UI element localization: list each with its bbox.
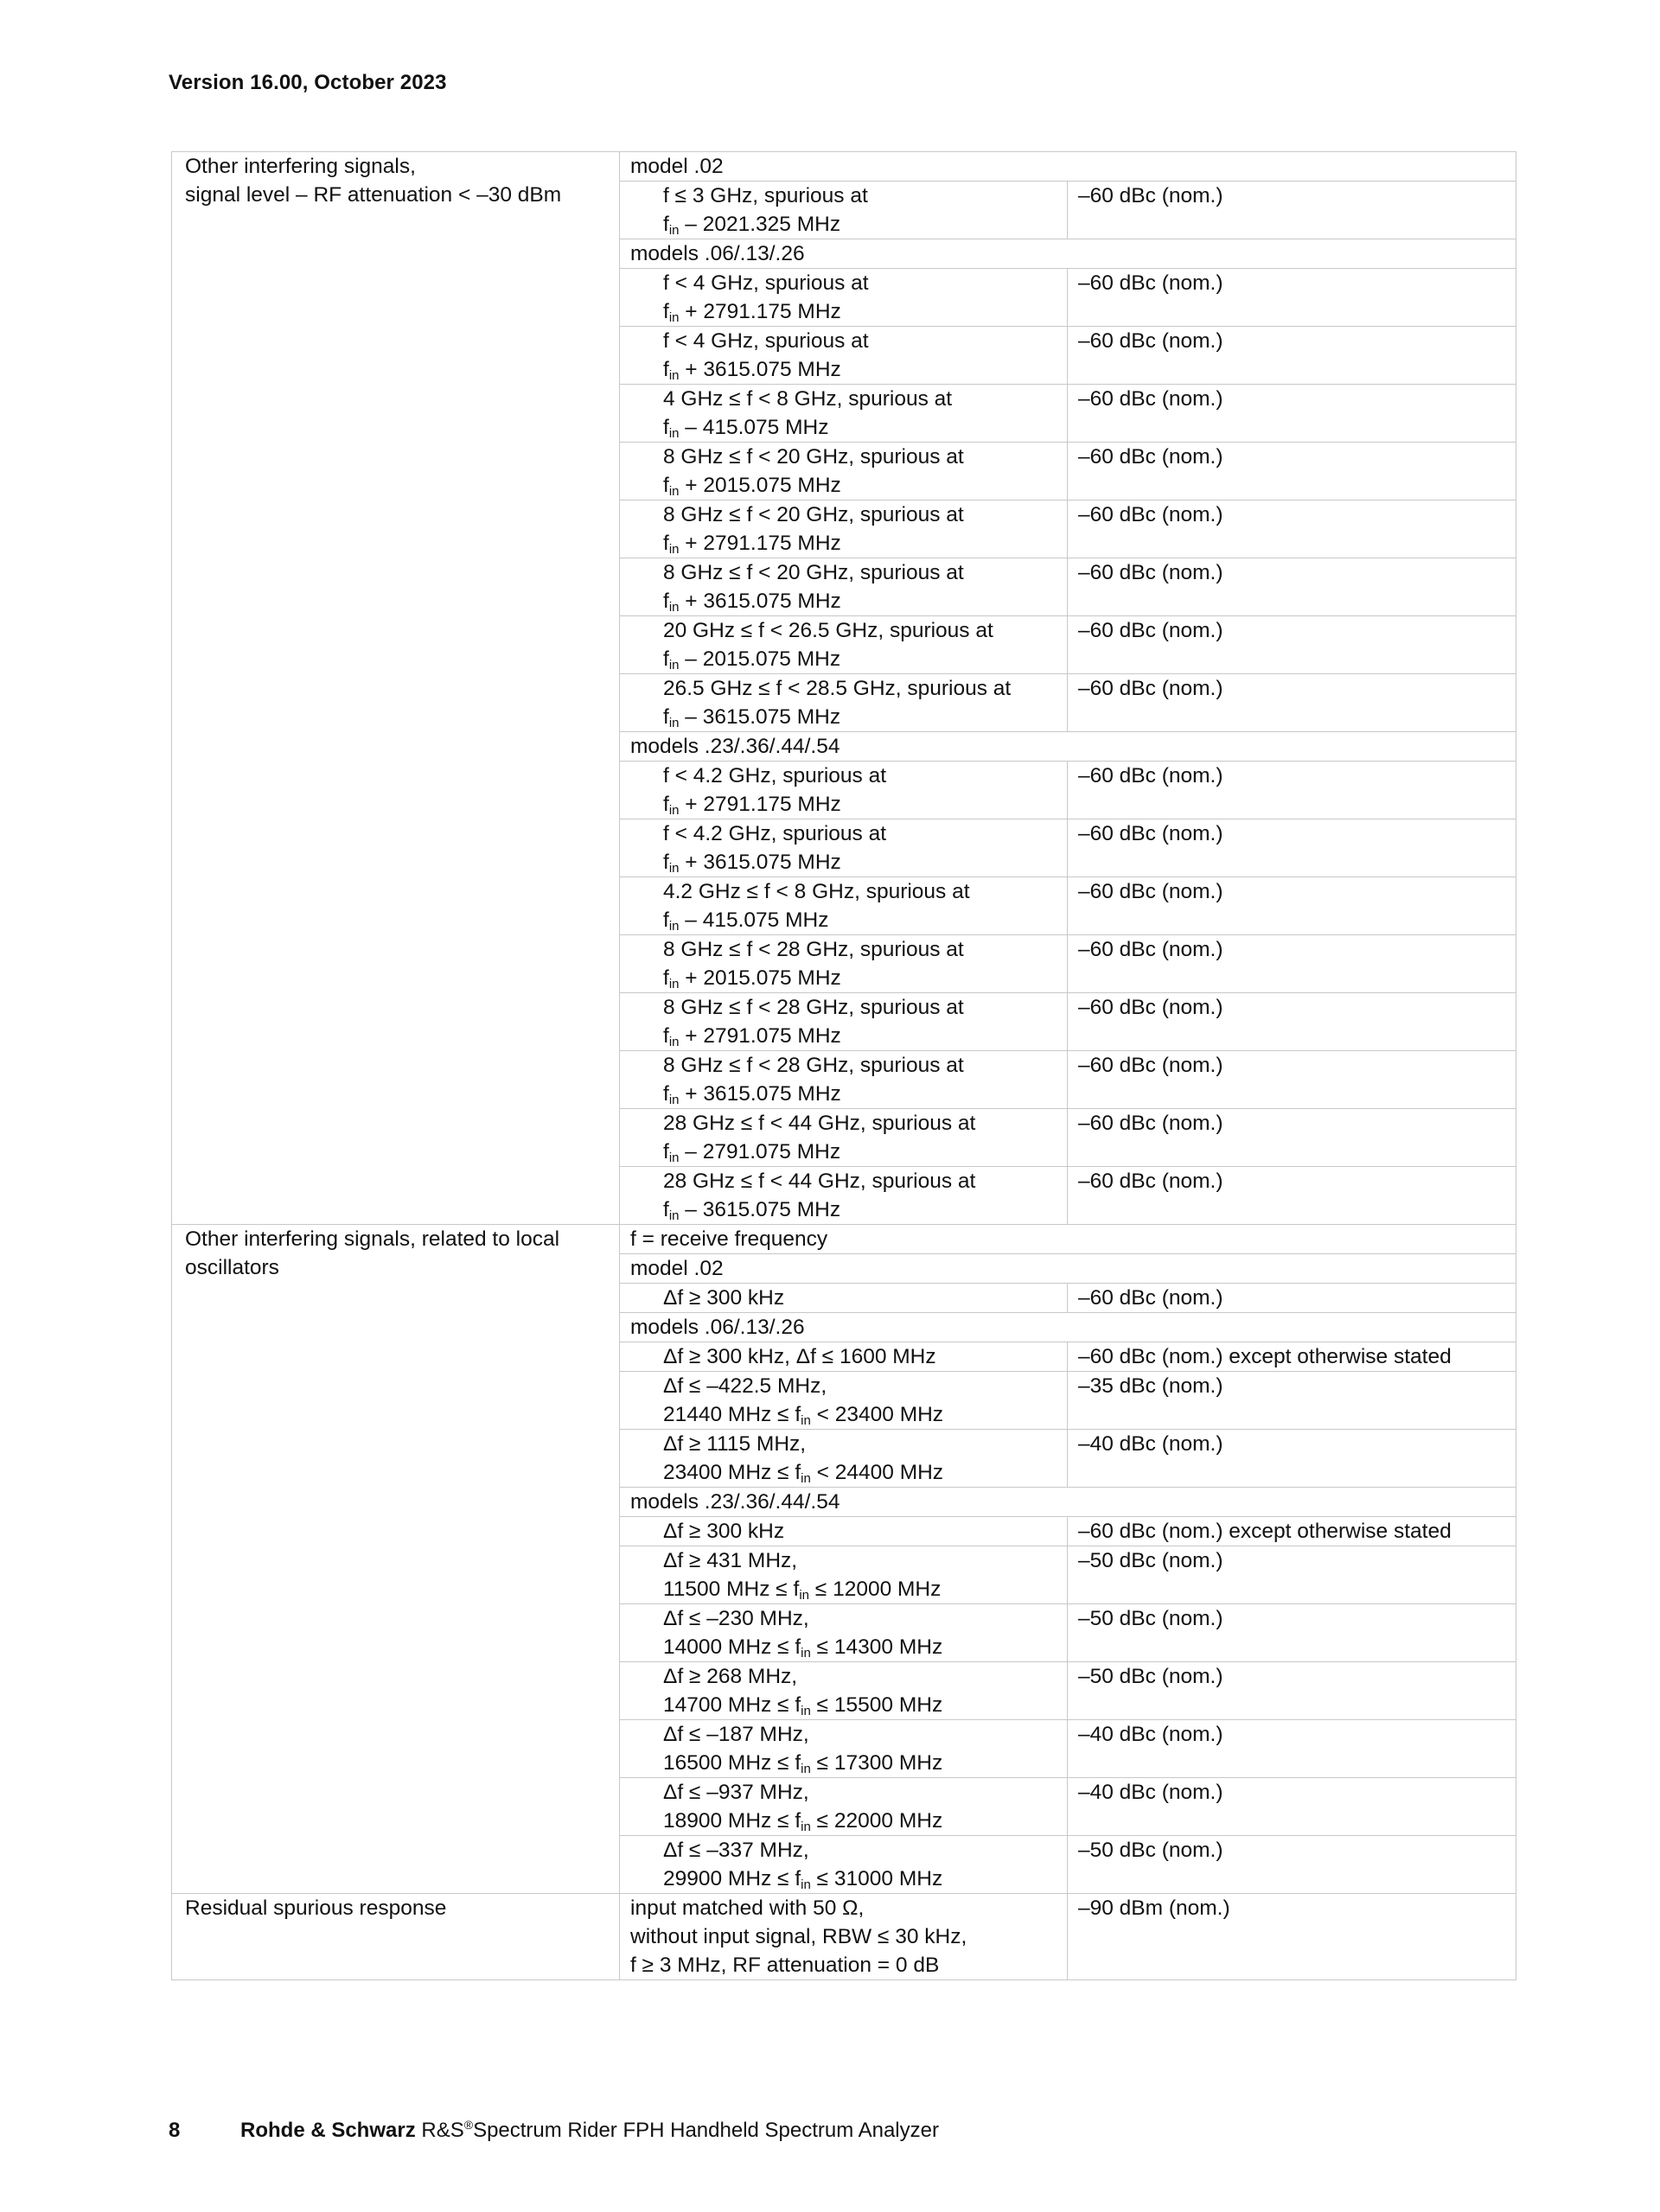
condition-line <box>663 906 1057 934</box>
subscript: in <box>801 1704 811 1718</box>
condition-line: f < 4.2 GHz, spurious at <box>663 764 887 787</box>
condition-line <box>663 645 1057 673</box>
condition-offset: + 3615.075 MHz <box>679 851 841 874</box>
value-cell: –50 dBc (nom.) <box>1068 1836 1516 1894</box>
value-cell: –60 dBc (nom.) <box>1068 935 1516 993</box>
condition-offset: – 2015.075 MHz <box>679 647 841 671</box>
subscript: in <box>801 1413 811 1428</box>
variable-f: f <box>663 474 669 497</box>
value-cell: –60 dBc (nom.) <box>1068 674 1516 732</box>
condition-cell <box>620 819 1068 877</box>
condition-range-start: 29900 MHz ≤ f <box>663 1867 801 1890</box>
condition-line <box>663 703 1057 731</box>
subscript: in <box>668 803 680 818</box>
condition-range-start: 18900 MHz ≤ f <box>663 1809 801 1833</box>
condition-cell <box>620 327 1068 385</box>
value-cell: –40 dBc (nom.) <box>1068 1430 1516 1488</box>
value-cell: –60 dBc (nom.) <box>1068 327 1516 385</box>
condition-cell <box>620 877 1068 935</box>
condition-line <box>663 413 1057 442</box>
document-version: Version 16.00, October 2023 <box>169 71 447 94</box>
condition-cell: Δf ≥ 300 kHz <box>620 1284 1068 1313</box>
condition-cell <box>620 443 1068 500</box>
condition-cell <box>620 1546 1068 1604</box>
condition-offset: + 2791.175 MHz <box>679 793 841 816</box>
value-cell: –60 dBc (nom.) except otherwise stated <box>1068 1517 1516 1546</box>
model-subheading: model .02 <box>620 1254 1516 1284</box>
value-cell: –60 dBc (nom.) <box>1068 877 1516 935</box>
condition-line: 8 GHz ≤ f < 28 GHz, spurious at <box>663 1054 964 1077</box>
condition-offset: – 415.075 MHz <box>679 416 829 439</box>
subscript: in <box>668 368 680 383</box>
value-cell: –50 dBc (nom.) <box>1068 1546 1516 1604</box>
condition-range-start: 23400 MHz ≤ f <box>663 1461 801 1484</box>
subscript: in <box>668 484 680 499</box>
condition-line: Δf ≤ –937 MHz, <box>663 1781 809 1804</box>
condition-line: 8 GHz ≤ f < 20 GHz, spurious at <box>663 503 964 526</box>
condition-offset: + 3615.075 MHz <box>679 590 841 613</box>
condition-line <box>663 1633 1057 1661</box>
model-subheading: models .23/.36/.44/.54 <box>620 1488 1516 1517</box>
value-cell: –40 dBc (nom.) <box>1068 1720 1516 1778</box>
subscript: in <box>668 223 680 238</box>
value-cell: –60 dBc (nom.) <box>1068 1109 1516 1167</box>
value-cell: –50 dBc (nom.) <box>1068 1662 1516 1720</box>
condition-cell <box>620 1778 1068 1836</box>
footer-product-prefix: R&S <box>421 2119 464 2142</box>
condition-line <box>663 355 1057 384</box>
condition-line: 20 GHz ≤ f < 26.5 GHz, spurious at <box>663 619 993 642</box>
parameter-cell: Other interfering signals, related to local oscillators <box>172 1225 620 1894</box>
condition-line <box>663 587 1057 615</box>
condition-cell <box>620 935 1068 993</box>
condition-line: f < 4.2 GHz, spurious at <box>663 822 887 845</box>
value-cell: –60 dBc (nom.) <box>1068 558 1516 616</box>
value-cell: –90 dBm (nom.) <box>1068 1894 1516 1980</box>
subscript: in <box>668 658 680 673</box>
subscript: in <box>668 1093 680 1107</box>
value-cell: –60 dBc (nom.) <box>1068 819 1516 877</box>
value-cell: –50 dBc (nom.) <box>1068 1604 1516 1662</box>
condition-line <box>663 471 1057 500</box>
condition-line <box>663 1575 1057 1603</box>
subscript: in <box>668 542 680 557</box>
condition-cell <box>620 500 1068 558</box>
condition-line: 4 GHz ≤ f < 8 GHz, spurious at <box>663 387 953 411</box>
spec-table <box>171 151 1516 1980</box>
condition-cell <box>620 385 1068 443</box>
variable-f: f <box>663 647 669 671</box>
condition-cell: input matched with 50 Ω, without input signal, RBW ≤ 30 kHz, f ≥ 3 MHz, RF attenuation = 0 dB <box>620 1894 1068 1980</box>
subscript: in <box>668 426 680 441</box>
parameter-cell: Other interfering signals, signal level – RF attenuation < –30 dBm <box>172 152 620 1225</box>
condition-cell <box>620 616 1068 674</box>
condition-line: 4.2 GHz ≤ f < 8 GHz, spurious at <box>663 880 970 903</box>
spec-row <box>172 152 1516 182</box>
condition-offset: + 2791.075 MHz <box>679 1024 841 1048</box>
value-cell: –60 dBc (nom.) except otherwise stated <box>1068 1342 1516 1372</box>
condition-range-start: 21440 MHz ≤ f <box>663 1403 801 1426</box>
condition-range-start: 11500 MHz ≤ f <box>663 1578 800 1601</box>
condition-range-start: 14000 MHz ≤ f <box>663 1635 801 1659</box>
condition-line: 8 GHz ≤ f < 28 GHz, spurious at <box>663 938 964 961</box>
condition-line <box>663 210 1057 239</box>
condition-line: 8 GHz ≤ f < 28 GHz, spurious at <box>663 996 964 1019</box>
condition-line <box>663 1022 1057 1050</box>
condition-line <box>663 1195 1057 1224</box>
condition-cell <box>620 1836 1068 1894</box>
condition-line: 8 GHz ≤ f < 20 GHz, spurious at <box>663 445 964 469</box>
condition-line: Δf ≥ 1115 MHz, <box>663 1432 807 1456</box>
value-cell: –60 dBc (nom.) <box>1068 1284 1516 1313</box>
condition-line: 28 GHz ≤ f < 44 GHz, spurious at <box>663 1112 976 1135</box>
condition-line <box>663 1749 1057 1777</box>
condition-offset: – 2791.075 MHz <box>679 1140 841 1163</box>
condition-line <box>663 964 1057 992</box>
condition-offset: + 3615.075 MHz <box>679 358 841 381</box>
condition-line: f ≤ 3 GHz, spurious at <box>663 184 868 207</box>
variable-f: f <box>663 532 669 555</box>
condition-cell <box>620 1167 1068 1225</box>
value-cell: –60 dBc (nom.) <box>1068 616 1516 674</box>
registered-mark: ® <box>463 2118 474 2132</box>
condition-line <box>663 1807 1057 1835</box>
condition-cell <box>620 1720 1068 1778</box>
value-cell: –60 dBc (nom.) <box>1068 1051 1516 1109</box>
condition-line: 26.5 GHz ≤ f < 28.5 GHz, spurious at <box>663 677 1012 700</box>
footer-product: Spectrum Rider FPH Handheld Spectrum Analyzer <box>473 2119 939 2142</box>
condition-range-end: ≤ 31000 MHz <box>810 1867 943 1890</box>
parameter-cell: Residual spurious response <box>172 1894 620 1980</box>
condition-line: Δf ≥ 268 MHz, <box>663 1665 798 1688</box>
subscript: in <box>668 600 680 615</box>
subscript: in <box>668 310 680 325</box>
page-footer <box>169 2119 939 2143</box>
subscript: in <box>668 716 680 730</box>
condition-line: Δf ≤ –337 MHz, <box>663 1839 809 1862</box>
subscript: in <box>801 1646 811 1661</box>
value-cell: –35 dBc (nom.) <box>1068 1372 1516 1430</box>
value-cell: –60 dBc (nom.) <box>1068 500 1516 558</box>
condition-line <box>663 1400 1057 1429</box>
variable-f: f <box>663 793 669 816</box>
condition-line <box>663 1865 1057 1893</box>
variable-f: f <box>663 1024 669 1048</box>
model-subheading: model .02 <box>620 152 1516 182</box>
condition-line: 8 GHz ≤ f < 20 GHz, spurious at <box>663 561 964 584</box>
variable-f: f <box>663 358 669 381</box>
value-cell: –60 dBc (nom.) <box>1068 385 1516 443</box>
condition-line: Δf ≤ –187 MHz, <box>663 1723 809 1746</box>
variable-f: f <box>663 908 669 932</box>
condition-range-start: 16500 MHz ≤ f <box>663 1751 801 1775</box>
condition-range-end: < 24400 MHz <box>810 1461 944 1484</box>
condition-cell <box>620 674 1068 732</box>
condition-line <box>663 1138 1057 1166</box>
condition-line <box>663 790 1057 819</box>
spec-row <box>172 1894 1516 1980</box>
value-cell: –60 dBc (nom.) <box>1068 443 1516 500</box>
condition-range-end: ≤ 15500 MHz <box>810 1693 943 1717</box>
condition-line <box>663 848 1057 877</box>
model-subheading: models .23/.36/.44/.54 <box>620 732 1516 762</box>
condition-cell <box>620 182 1068 239</box>
condition-line: f < 4 GHz, spurious at <box>663 271 869 295</box>
condition-line: Δf ≥ 431 MHz, <box>663 1549 798 1572</box>
variable-f: f <box>663 1082 669 1106</box>
condition-cell <box>620 1662 1068 1720</box>
subscript: in <box>668 977 680 991</box>
spec-table-body <box>172 152 1516 1980</box>
condition-range-start: 14700 MHz ≤ f <box>663 1693 801 1717</box>
variable-f: f <box>663 1198 669 1221</box>
subscript: in <box>668 1035 680 1049</box>
condition-range-end: ≤ 12000 MHz <box>809 1578 942 1601</box>
variable-f: f <box>663 416 669 439</box>
subscript: in <box>801 1877 811 1892</box>
condition-line <box>663 1080 1057 1108</box>
condition-cell <box>620 558 1068 616</box>
condition-range-end: ≤ 17300 MHz <box>810 1751 943 1775</box>
subscript: in <box>801 1471 811 1486</box>
condition-cell <box>620 993 1068 1051</box>
variable-f: f <box>663 1140 669 1163</box>
condition-range-end: < 23400 MHz <box>810 1403 944 1426</box>
variable-f: f <box>663 966 669 990</box>
condition-cell <box>620 762 1068 819</box>
spec-row <box>172 1225 1516 1254</box>
condition-offset: – 3615.075 MHz <box>679 705 841 729</box>
page-number: 8 <box>169 2119 181 2142</box>
value-cell: –60 dBc (nom.) <box>1068 762 1516 819</box>
subscript: in <box>668 919 680 934</box>
value-cell: –60 dBc (nom.) <box>1068 269 1516 327</box>
subscript: in <box>801 1762 811 1776</box>
condition-line: f < 4 GHz, spurious at <box>663 329 869 353</box>
condition-offset: + 2015.075 MHz <box>679 474 841 497</box>
variable-f: f <box>663 705 669 729</box>
value-cell: –60 dBc (nom.) <box>1068 182 1516 239</box>
footer-brand: Rohde & Schwarz <box>240 2119 416 2142</box>
value-cell: –40 dBc (nom.) <box>1068 1778 1516 1836</box>
condition-line: 28 GHz ≤ f < 44 GHz, spurious at <box>663 1170 976 1193</box>
model-subheading: models .06/.13/.26 <box>620 1313 1516 1342</box>
value-cell: –60 dBc (nom.) <box>1068 1167 1516 1225</box>
condition-offset: – 3615.075 MHz <box>679 1198 841 1221</box>
variable-f: f <box>663 213 669 236</box>
subscript: in <box>801 1820 811 1834</box>
condition-range-end: ≤ 14300 MHz <box>810 1635 943 1659</box>
condition-offset: – 415.075 MHz <box>679 908 829 932</box>
condition-cell: Δf ≥ 300 kHz, Δf ≤ 1600 MHz <box>620 1342 1068 1372</box>
model-subheading: models .06/.13/.26 <box>620 239 1516 269</box>
condition-offset: + 2791.175 MHz <box>679 300 841 323</box>
subscript: in <box>668 861 680 876</box>
condition-line <box>663 1458 1057 1487</box>
subscript: in <box>799 1588 810 1603</box>
condition-cell <box>620 1604 1068 1662</box>
value-cell: –60 dBc (nom.) <box>1068 993 1516 1051</box>
condition-offset: + 3615.075 MHz <box>679 1082 841 1106</box>
subscript: in <box>668 1208 680 1223</box>
condition-offset: – 2021.325 MHz <box>679 213 841 236</box>
condition-offset: + 2015.075 MHz <box>679 966 841 990</box>
condition-line: Δf ≤ –230 MHz, <box>663 1607 809 1630</box>
condition-cell <box>620 1430 1068 1488</box>
variable-f: f <box>663 300 669 323</box>
subscript: in <box>668 1151 680 1165</box>
condition-line <box>663 297 1057 326</box>
condition-line: Δf ≤ –422.5 MHz, <box>663 1374 827 1398</box>
variable-f: f <box>663 590 669 613</box>
condition-line <box>663 529 1057 558</box>
condition-cell <box>620 269 1068 327</box>
condition-cell <box>620 1372 1068 1430</box>
condition-range-end: ≤ 22000 MHz <box>810 1809 943 1833</box>
condition-cell <box>620 1109 1068 1167</box>
condition-line <box>663 1691 1057 1719</box>
condition-cell: Δf ≥ 300 kHz <box>620 1517 1068 1546</box>
condition-offset: + 2791.175 MHz <box>679 532 841 555</box>
variable-f: f <box>663 851 669 874</box>
condition-cell <box>620 1051 1068 1109</box>
model-subheading: f = receive frequency <box>620 1225 1516 1254</box>
